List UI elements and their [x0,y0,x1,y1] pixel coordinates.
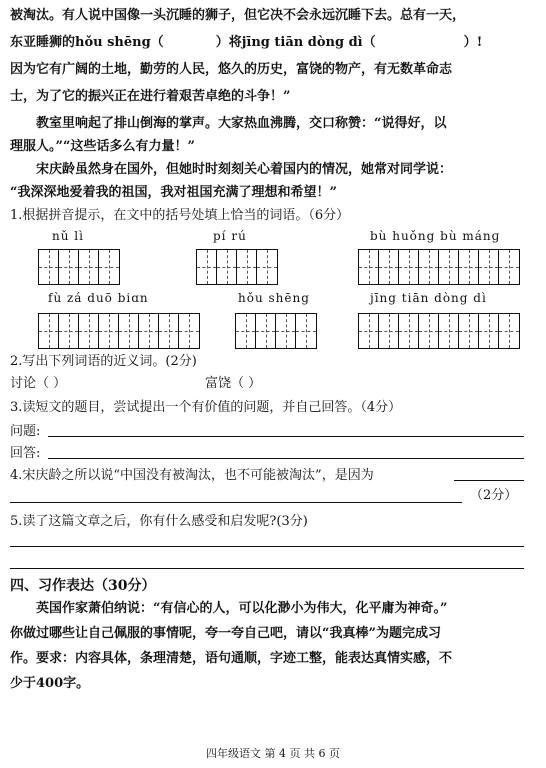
answer-grid[interactable] [358,313,520,349]
answer-line[interactable] [10,502,462,503]
passage-text: ）将jīng tiān dòng dì（ [215,35,376,50]
passage-line: 教室里响起了排山倒海的掌声。大家热血沸腾，交口称赞：“说得好，以 [36,116,447,131]
answer-grid[interactable] [38,313,200,349]
passage-line: 因为它有广阔的土地，勤劳的人民，悠久的历史，富饶的物产，有无数革命志 [10,62,453,77]
synonym-item[interactable]: 讨论（ ） [10,376,67,391]
passage-line: 被淘汰。有人说中国像一头沉睡的狮子，但它决不会永远沉睡下去。总有一天， [10,8,466,23]
passage-line: 宋庆龄虽然身在国外，但她时时刻刻关心着国内的情况，她常对同学说： [36,162,453,177]
section-title: 四、习作表达（30分） [10,578,156,594]
answer-line[interactable] [454,480,524,481]
pinyin-label: nǔ lì [52,229,84,243]
pinyin-label: fù zá duō biɑn [48,291,149,305]
pinyin-label: jīng tiān dòng dì [370,291,487,305]
passage-line: 士，为了它的振兴正在进行着艰苦卓绝的斗争！” [10,89,291,104]
answer-label: 回答: [10,446,41,461]
score-label: （2分） [470,488,518,503]
question-3: 3.读短文的题目，尝试提出一个有价值的问题，并自己回答。（4分） [10,400,402,415]
pinyin-label: hǒu shēng [238,291,310,305]
pinyin-label: bù huǒng bù mánɡ [370,229,501,243]
question-5: 5.读了这篇文章之后，你有什么感受和启发呢?(3分) [10,514,308,529]
synonym-item[interactable]: 富饶（ ） [205,376,262,391]
question-label: 问题: [10,424,41,439]
answer-grid[interactable] [358,249,520,285]
answer-line[interactable] [48,436,524,437]
passage-line: “我深深地爱着我的祖国，我对祖国充满了理想和希望！” [10,185,337,200]
answer-line[interactable] [10,568,524,569]
question-4: 4.宋庆龄之所以说“中国没有被淘汰，也不可能被淘汰”，是因为 [10,468,374,483]
prompt-line: 你做过哪些让自己佩服的事情呢，夸一夸自己吧，请以“我真棒”为题完成习 [10,626,441,641]
pinyin-label: pí rú [213,229,247,243]
answer-grid[interactable] [196,249,278,285]
question-1: 1.根据拼音提示，在文中的括号处填上恰当的词语。（6分） [10,208,350,223]
answer-line[interactable] [48,458,524,459]
page-footer: 四年级语文 第 4 页 共 6 页 [206,747,340,760]
passage-text: ）! [463,35,483,50]
question-2: 2.写出下列词语的近义词。(2分) [10,354,197,369]
answer-line[interactable] [10,546,524,547]
answer-grid[interactable] [38,249,120,285]
prompt-line: 英国作家萧伯纳说：“有信心的人，可以化渺小为伟大，化平庸为神奇。” [36,601,448,616]
answer-grid[interactable] [235,313,317,349]
prompt-line: 少于400字。 [10,676,90,691]
prompt-line: 作。要求：内容具体，条理清楚，语句通顺，字迹工整，能表达真情实感，不 [10,651,453,666]
passage-text: 东亚睡狮的hǒu shēng（ [10,35,164,50]
passage-line [10,33,482,53]
passage-line: 理服人。”“这些话多么有力量！” [10,139,195,154]
